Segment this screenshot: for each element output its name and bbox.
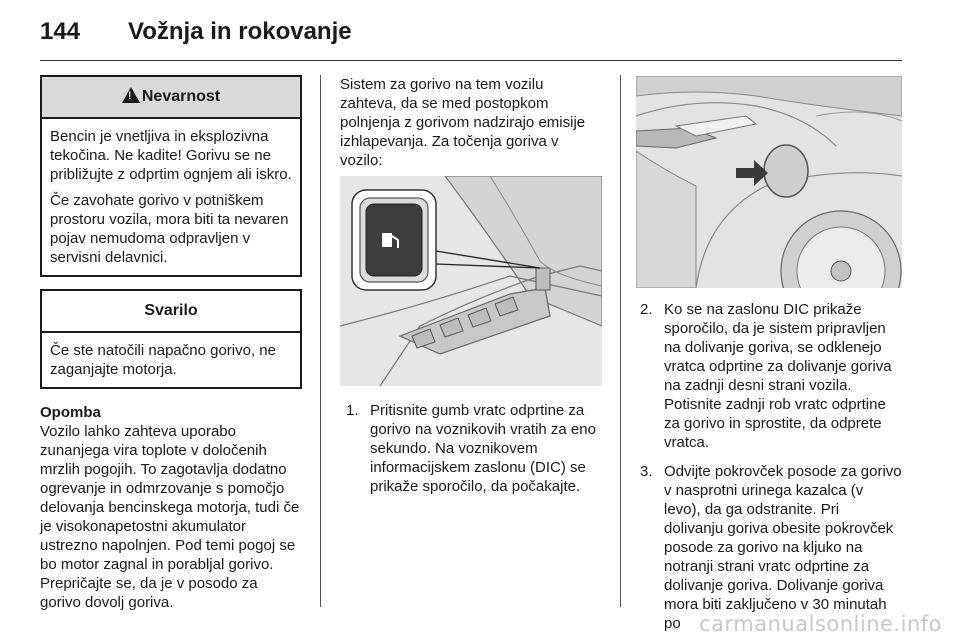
danger-box [40,75,302,277]
danger-box-header [42,77,300,119]
car-rear-drawing [636,76,902,288]
caution-box [40,289,302,389]
danger-box-body [42,119,300,275]
step-text: Odvijte pokrovček posode za gorivo v nasprotni urinega kazalca (v levo), da ga odstranite. Pri dolivanju goriva obesite pokrovček posode za gorivo na kljuko na notranji strani vratc odprtine za dolivanje goriva. Dolivanje goriva mora biti zaključeno v 30 minutah po [664,463,902,632]
steps-list-2 [640,300,902,643]
danger-title: Nevarnost [141,88,221,105]
note-text: Vozilo lahko zahteva uporabo zunanjega vira toplote v določenih mrzlih pogojih. To zagotavlja dodatno ogrevanje in odmrzovanje s pomočjo delovanja bencinskega motorja, tudi če je visokonapetostni akumulator ustrezno napolnjen. Pod temi pogoj se bo motor zagnal in porabljal gorivo. Prepričajte se, da je v posodo za gorivo dovolj goriva. [40,423,300,611]
watermark: carmanualsonline.info [699,612,942,636]
header-divider [40,60,902,61]
step-number: 3. [640,463,653,480]
door-panel-drawing [340,176,602,386]
column-divider-1 [320,75,321,607]
step-number: 2. [640,301,653,318]
list-item [640,300,902,452]
list-item [346,401,602,496]
left-column [40,75,302,612]
column-divider-2 [620,75,621,607]
danger-paragraph-1: Bencin je vnetljiva in eksplozivna tekočina. Ne kadite! Gorivu se ne približujte z odprtim ognjem ali iskro. [50,128,292,183]
step-text: Pritisnite gumb vratc odprtine za gorivo na voznikovih vratih za eno sekundo. Na voznikovem informacijskem zaslonu (DIC) se prikaže sporočilo, da počakajte. [370,402,596,495]
list-item [640,462,902,633]
caution-box-header [42,291,300,333]
caution-box-body [42,333,300,387]
steps-list-1 [346,401,602,506]
caution-title: Svarilo [144,302,198,319]
note-title: Opomba [40,404,101,421]
page-header [40,18,352,58]
step-number: 1. [346,402,359,419]
step-text: Ko se na zaslonu DIC prikaže sporočilo, da je sistem pripravljen na dolivanje goriva, se odklenejo vratca odprtine za dolivanje goriva na zadnji desni strani vozila. Potisnite zadnji rob vratc odprtine za gorivo in sprostite, da odprete vratca. [664,301,892,451]
warning-triangle-icon [122,87,140,103]
caution-text: Če ste natočili napačno gorivo, ne zaganjajte motorja. [50,342,276,378]
door-button-illustration [340,176,602,386]
intro-text: Sistem za gorivo na tem vozilu zahteva, da se med postopkom polnjenja z gorivom nadzirajo emisije izhlapevanja. Za točenja goriva v vozilo: [340,76,586,169]
page-number: 144 [40,18,81,45]
middle-column [340,75,602,170]
danger-paragraph-2: Če zavohate gorivo v potniškem prostoru vozila, mora biti ta nevaren pojav nemudoma odpravljen v servisni delavnici. [50,192,289,266]
page-title: Vožnja in rokovanje [128,18,352,45]
fuel-door-illustration [636,76,902,288]
